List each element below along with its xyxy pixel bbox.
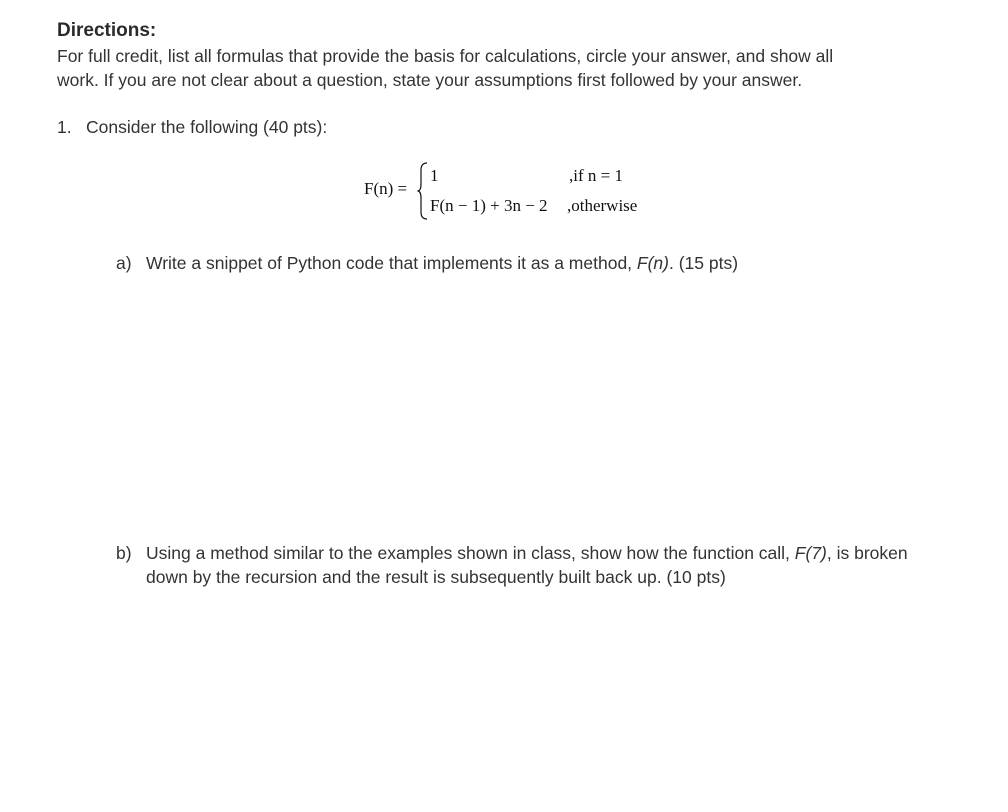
directions-text — [57, 44, 937, 92]
part-b-text — [146, 541, 921, 589]
formula-lhs: F(n) = — [364, 179, 408, 198]
part-a-label: a) — [116, 253, 132, 273]
piecewise-formula — [364, 162, 664, 220]
case-2-value: F(n − 1) + 3n − 2 — [430, 196, 548, 215]
part-a-emph: F(n) — [636, 253, 669, 273]
case-2-condition: ,otherwise — [567, 196, 638, 215]
directions-line-1: For full credit, list all formulas that provide the basis for calculations, circle your answer, and show all — [57, 46, 834, 66]
case-1-value: 1 — [430, 166, 439, 185]
question-number: 1. — [57, 117, 72, 137]
part-a-text-before: Write a snippet of Python code that implements it as a method, — [146, 253, 637, 273]
question-1 — [57, 117, 327, 138]
part-a-text — [146, 253, 738, 274]
part-b-text-after: , is broken down by the recursion and the result is subsequently built back up. (10 pts) — [146, 543, 908, 587]
left-brace-icon — [417, 162, 429, 220]
case-1-condition: ,if n = 1 — [569, 166, 623, 185]
part-b — [116, 541, 926, 589]
part-a-text-after: . (15 pts) — [668, 253, 739, 273]
part-a — [116, 253, 738, 274]
directions-line-2: work. If you are not clear about a question, state your assumptions first followed by your answer. — [57, 70, 803, 90]
part-b-text-before: Using a method similar to the examples shown in class, show how the function call, — [146, 543, 795, 563]
directions-heading: Directions: — [57, 20, 157, 41]
part-b-emph: F(7) — [794, 543, 827, 563]
part-b-label: b) — [116, 543, 132, 563]
question-text: Consider the following (40 pts): — [86, 117, 328, 137]
